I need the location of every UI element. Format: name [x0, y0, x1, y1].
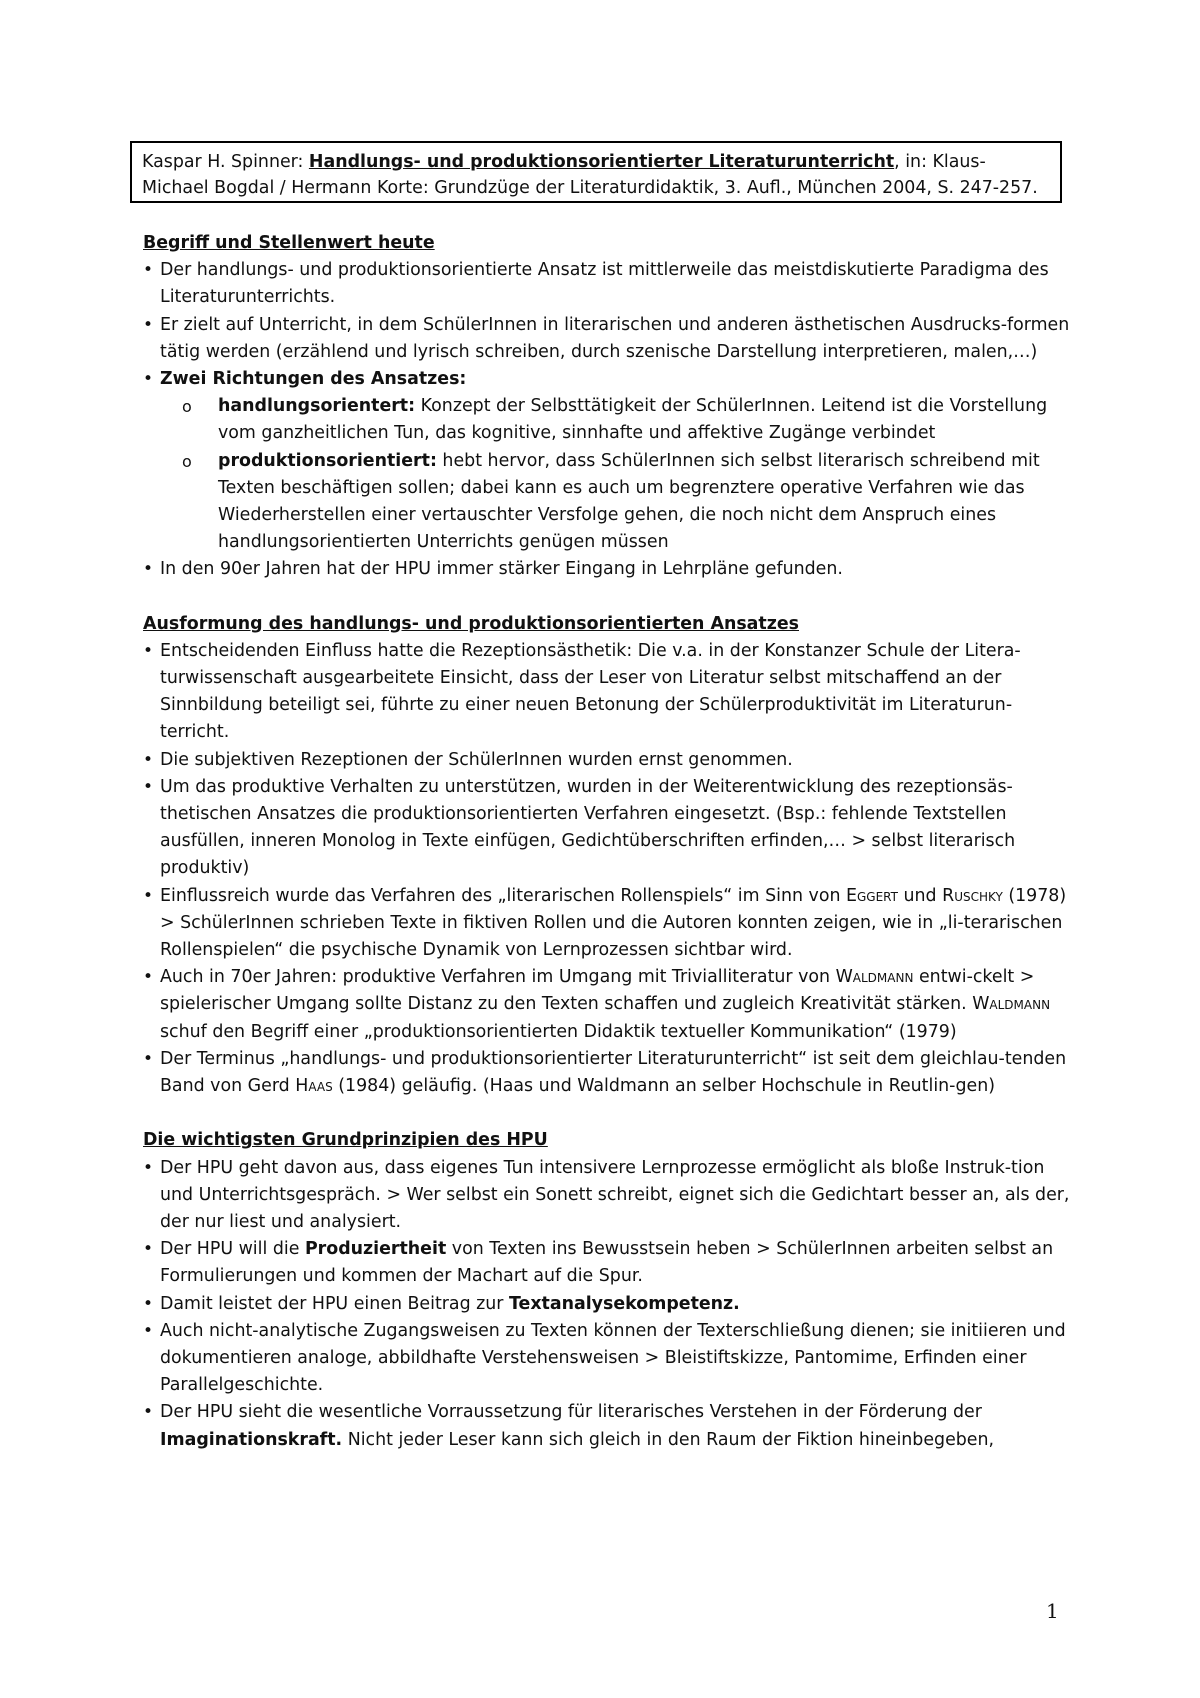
author-name: Ruschky: [942, 885, 1003, 906]
text: Der HPU will die: [160, 1239, 305, 1260]
emphasis: Imaginationskraft.: [160, 1429, 343, 1450]
author-name: Waldmann: [835, 967, 914, 988]
author-name: Waldmann: [972, 994, 1051, 1015]
page-number: 1: [1046, 1599, 1059, 1623]
list-item: [143, 366, 1078, 556]
text: von Texten ins Bewusstsein heben > SchülerInnen arbeiten selbst an Formulierungen und kommen der Machart auf die Spur.: [160, 1239, 1054, 1287]
list-item: • Er zielt auf Unterricht, in dem SchülerInnen in literarischen und anderen ästhetischen Ausdrucks-formen tätig werden (erzählend und lyrisch schreiben, durch szenische Darstellung interpretieren, malen,…): [143, 312, 1078, 366]
list-item: • Der HPU geht davon aus, dass eigenes Tun intensivere Lernprozesse ermöglicht als bloße Instruk-tion und Unterrichtsgespräch. > Wer selbst ein Sonett schreibt, eignet sich die Gedichtart besser an, als der, der nur liest und analysiert.: [143, 1155, 1078, 1237]
list-item: [143, 883, 1078, 965]
section-heading: Die wichtigsten Grundprinzipien des HPU: [143, 1130, 548, 1151]
text: schuf den Begriff einer „produktionsorientierten Didaktik textueller Kommunikation“ (1979): [160, 1021, 957, 1042]
bullet-list: [143, 638, 1078, 1100]
list-item: [143, 964, 1078, 1046]
text: Auch in 70er Jahren: produktive Verfahren im Umgang mit Trivialliteratur von: [160, 967, 836, 988]
list-item: [143, 1046, 1078, 1100]
text: entwi-ckelt > spielerischer Umgang sollte Distanz zu den Texten schaffen und zugleich Kreativität stärken.: [160, 967, 1035, 1015]
text: Damit leistet der HPU einen Beitrag zur: [160, 1293, 509, 1314]
bullet-list: [143, 1155, 1078, 1454]
section-begriff: [143, 230, 1078, 584]
text: Nicht jeder Leser kann sich gleich in den Raum der Fiktion hineinbegeben,: [342, 1429, 995, 1450]
citation-title: Handlungs- und produktionsorientierter Literaturunterricht: [308, 152, 895, 172]
sub-list: [160, 393, 1078, 556]
author-name: Eggert: [846, 885, 898, 906]
text: (1984) geläufig. (Haas und Waldmann an selber Hochschule in Reutlin-gen): [332, 1076, 996, 1097]
list-item-bold: Zwei Richtungen des Ansatzes:: [160, 369, 467, 390]
document-body: [143, 230, 1078, 1454]
text: und: [897, 885, 943, 906]
list-item: • Der handlungs- und produktionsorientierte Ansatz ist mittlerweile das meistdiskutierte Paradigma des Literaturunterrichts.: [143, 257, 1078, 311]
list-item: • Auch nicht-analytische Zugangsweisen zu Texten können der Texterschließung dienen; sie initiieren und dokumentieren analoge, abbildhafte Verstehensweisen > Bleistiftskizze, Pantomime, Erfinden einer Parallelgeschichte.: [143, 1318, 1078, 1400]
text: (1978) > SchülerInnen schrieben Texte in fiktiven Rollen und die Autoren konnten zeigen, wie in „li-terarischen Rollenspielen“ die psychische Dynamik von Lernprozessen sichtbar wird.: [160, 885, 1067, 961]
emphasis: Produziertheit: [304, 1239, 447, 1260]
emphasis: Textanalysekompetenz.: [508, 1293, 740, 1314]
text: Der Terminus „handlungs- und produktionsorientierter Literaturunterricht“ ist seit dem gleichlau-tenden Band von Gerd: [160, 1048, 1067, 1097]
text: Einflussreich wurde das Verfahren des „literarischen Rollenspiels“ im Sinn von: [160, 885, 847, 906]
section-ausformung: [143, 611, 1078, 1101]
sub-list-item: [218, 448, 1078, 557]
section-heading: Ausformung des handlungs- und produktionsorientierten Ansatzes: [143, 613, 799, 634]
list-item: • Um das produktive Verhalten zu unterstützen, wurden in der Weiterentwicklung des rezeptionsäs-thetischen Ansatzes die produktionsorientierten Verfahren eingesetzt. (Bsp.: fehlende Textstellen ausfüllen, inneren Monolog in Texte einfügen, Gedichtüberschriften erfinden,… > selbst literarisch produktiv): [143, 774, 1078, 883]
term-text: hebt hervor, dass SchülerInnen sich selbst literarisch schreibend mit Texten beschäftigen sollen; dabei kann es auch um begrenztere operative Verfahren wie das Wiederherstellen einer vertauschter Versfolge gehen, die noch nicht dem Anspruch eines handlungsorientierten Unterrichts genügen müssen: [218, 450, 1040, 553]
citation-details: , in: Klaus-Michael Bogdal / Hermann Korte: Grundzüge der Literaturdidaktik, 3. Aufl., München 2004, S. 247-257.: [142, 152, 1038, 198]
author-name: Haas: [295, 1076, 333, 1097]
list-item: • In den 90er Jahren hat der HPU immer stärker Eingang in Lehrpläne gefunden.: [143, 556, 1078, 583]
sub-list-item: [218, 393, 1078, 447]
list-item: • Entscheidenden Einfluss hatte die Rezeptionsästhetik: Die v.a. in der Konstanzer Schule der Litera-turwissenschaft ausgearbeitete Einsicht, dass der Leser von Literatur selbst mitschaffend an der Sinnbildung beteiligt sei, führte zu einer neuen Betonung der Schülerproduktivität im Literaturun-terricht.: [143, 638, 1078, 747]
list-item: • Die subjektiven Rezeptionen der SchülerInnen wurden ernst genommen.: [143, 747, 1078, 774]
citation-author: Kaspar H. Spinner:: [142, 152, 309, 172]
term: handlungsorientert:: [218, 396, 416, 417]
list-item: [143, 1399, 1078, 1453]
list-item: [143, 1236, 1078, 1290]
bullet-list: [143, 257, 1078, 583]
citation-box: [130, 141, 1062, 203]
term: produktionsorientiert:: [218, 450, 437, 471]
section-grundprinzipien: [143, 1127, 1078, 1453]
text: Der HPU sieht die wesentliche Vorraussetzung für literarisches Verstehen in der Förderung der: [160, 1402, 982, 1423]
list-item: [143, 1291, 1078, 1318]
term-text: Konzept der Selbsttätigkeit der SchülerInnen. Leitend ist die Vorstellung vom ganzheitlichen Tun, das kognitive, sinnhafte und affektive Zugänge verbindet: [218, 396, 1048, 444]
section-heading: Begriff und Stellenwert heute: [143, 233, 435, 253]
